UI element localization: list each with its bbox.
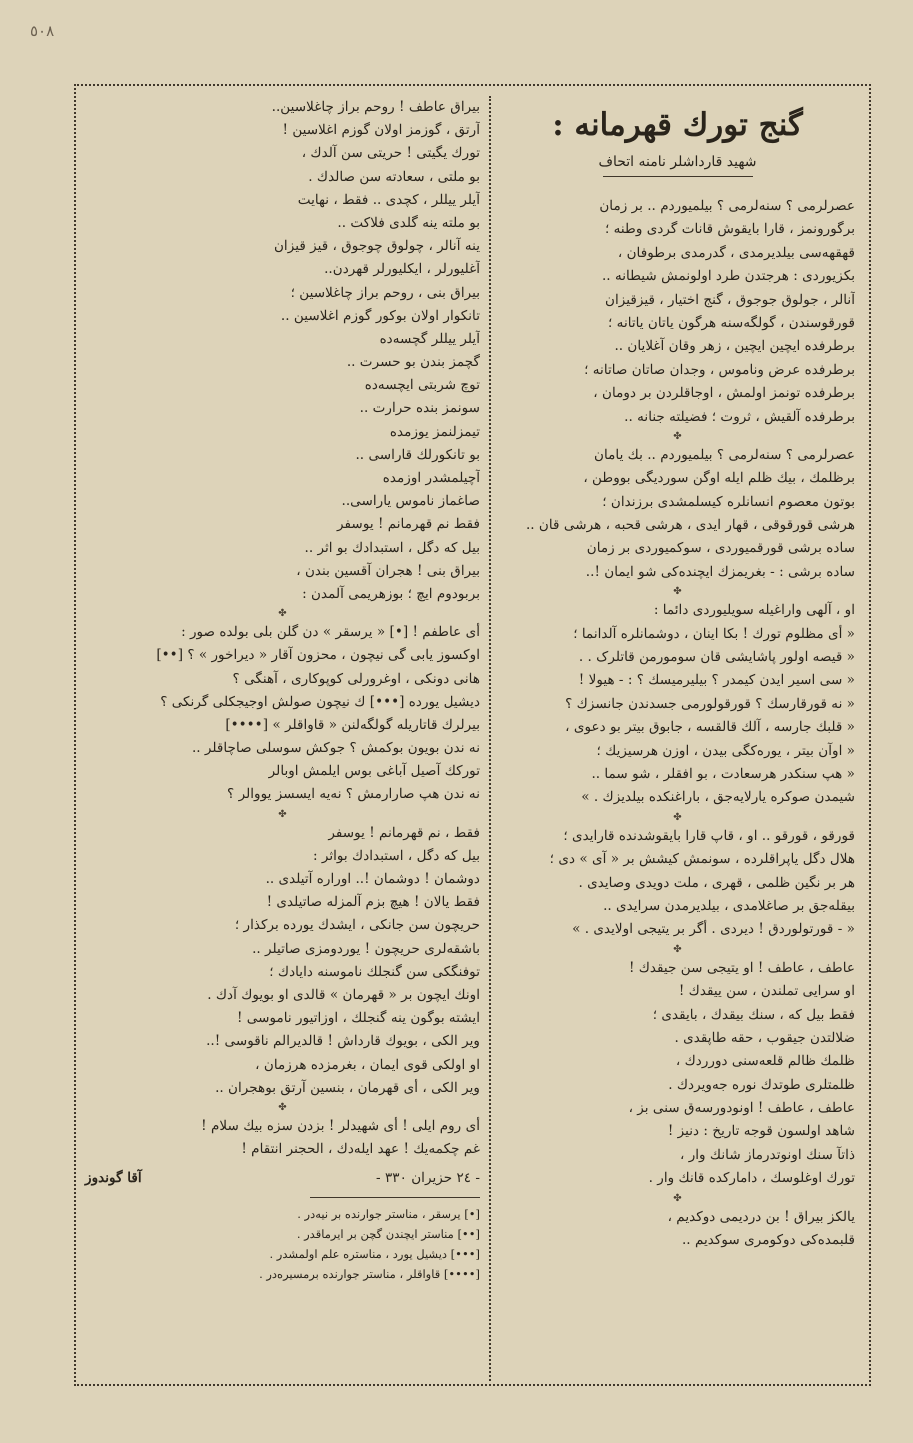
verse-line: بیقله‌جق بر صاغلامدی ، بیلدیرمدن سرایدی .. xyxy=(603,897,855,914)
verse-line: بو تانکورلك قاراسی .. xyxy=(355,446,480,463)
stanza-1 xyxy=(500,195,855,429)
verse-line: قورقوسندن ، گولگه‌سنه هرگون یاتان یاتانه ؛ xyxy=(608,314,855,331)
verse-line: فقط بیل که ، سنك بیقدك ، بایقدی ؛ xyxy=(652,1006,855,1023)
verse-line: ساده برشی قورقمیوردی ، سوکمیوردی بر زمان xyxy=(586,540,855,557)
verse-line: گچمز بندن بو حسرت .. xyxy=(346,354,480,371)
poem-part1 xyxy=(85,96,480,606)
verse-line: بیل که دگل ، استبدادك بو اثر .. xyxy=(304,539,480,556)
verse-line: برطرفده تونمز اولمش ، اوجاقلردن بر دومان ، xyxy=(593,385,855,402)
verse-line: آیلر ییللر گچسه‌ده xyxy=(379,330,480,347)
section-ornament-icon: ✤ xyxy=(278,808,287,820)
verse-line: قورقو ، قورقو .. او ، قاپ قارا بایقوشدنده قارایدی ؛ xyxy=(563,827,855,844)
verse-line: صاغماز ناموس یاراسی.. xyxy=(341,493,480,510)
verse-line: ذاتآ سنك اونوتدرماز شانك وار ، xyxy=(680,1146,855,1163)
date-line: - ۲٤ حزیران ۳۳۰ - xyxy=(376,1170,480,1187)
stanza-2 xyxy=(500,444,855,584)
verse-line: بیل که دگل ، استبدادك بواثر : xyxy=(312,847,480,864)
section-ornament-icon: ✤ xyxy=(673,811,682,823)
author-signature: آقا گوندوز xyxy=(85,1170,142,1187)
verse-line: ظلمتلری طوتدك نوره جه‌ویردك . xyxy=(668,1076,855,1093)
verse-line: آغلیورلر ، ایکلیورلر قهردن.. xyxy=(324,261,480,278)
verse-line: بو ملتی ، سعادته سن صالدك . xyxy=(308,168,480,185)
verse-line: برگورونمز ، قارا بایقوش قانات گردی وطنه ؛ xyxy=(605,221,855,238)
footnote: [•] یرسقر ، مناستر جوارنده بر نیه‌در . xyxy=(297,1207,480,1222)
verse-line: هلال دگل یاپراقلرده ، سونمش کیشش بر « آی » دی ؛ xyxy=(549,851,855,868)
verse-line: ساده برشی : - بغریمزك ایچنده‌کی شو ایمان !.. xyxy=(585,563,855,580)
verse-line: ظلمك ظالم قلعه‌سنی دورردك ، xyxy=(675,1053,855,1070)
footnotes xyxy=(85,1204,480,1284)
footnote: [•••] دیشیل یورد ، مناستره علم اولمشدر . xyxy=(269,1247,480,1262)
section-ornament-icon: ✤ xyxy=(673,1192,682,1204)
verse-line: عصرلرمی ؟ سنه‌لرمی ؟ بیلمیوردم .. بر زمان xyxy=(599,198,855,214)
verse-line: تورکك آصیل آباغی بوس ایلمش اوبالر xyxy=(268,763,480,780)
verse-line: اونك ایچون بر « قهرمان » قالدی او بویوك آدك . xyxy=(207,986,480,1003)
signature-row xyxy=(85,1165,480,1191)
verse-line: برطرفده ایچین ایچین ، زهر وقان آغلایان .. xyxy=(614,338,855,355)
verse-line: بیرلرك قاتاریله گولگه‌لنن « قاواقلر » [••••] xyxy=(225,716,480,733)
verse-line: « سی اسیر ایدن کیمدر ؟ بیلیرمیسك ؟ : - هیولا ! xyxy=(578,672,855,689)
verse-line: بو ملته ینه گلدی فلاکت .. xyxy=(337,214,480,231)
verse-line: ویر الکی ، أی قهرمان ، بنسین آرتق بوهجران .. xyxy=(215,1079,480,1096)
footnote-rule xyxy=(310,1197,480,1198)
verse-line: فقط یالان ! هیچ بزم آلمزله صاتیلدی ! xyxy=(266,894,480,911)
verse-line: « قلبك جارسه ، آلك قالقسه ، جابوق بیتر بو دعوی ، xyxy=(565,719,855,736)
verse-line: بوتون معصوم انسانلره کیسلمشدی برزندان ؛ xyxy=(602,493,855,510)
verse-line: نه ندن هپ صارارمش ؟ نه‌یه ایسسز یووالر ؟ xyxy=(227,786,480,803)
column-divider xyxy=(489,96,491,1381)
section-ornament-icon: ✤ xyxy=(673,943,682,955)
verse-line: ایشته بوگون ینه گنجلك ، اوزاتیور ناموسی ! xyxy=(236,1010,480,1027)
verse-line: سونمز بنده حرارت .. xyxy=(359,400,480,417)
verse-line: او ، آلهی واراغیله سویلیوردی دائما : xyxy=(653,602,855,619)
verse-line: توفنگکی سن گنجلك ناموسنه دایادك ؛ xyxy=(269,963,480,980)
verse-line: « أی مظلوم تورك ! بکا اینان ، دوشمانلره آلدانما ؛ xyxy=(573,625,855,642)
verse-line: شیمدن صوکره یارلایه‌جق ، باراغنکده بیلدیزك . » xyxy=(581,789,855,806)
verse-line: عصرلرمی ؟ سنه‌لرمی ؟ بیلمیوردم .. بك یامان xyxy=(594,446,855,463)
poem-part3 xyxy=(85,822,480,1100)
verse-line: عاطف ، عاطف ! او یتیجی سن جیقدك ! xyxy=(628,959,855,976)
verse-line: حریچون سن جانکی ، ایشدك یورده برکذار ؛ xyxy=(234,917,480,934)
verse-line: آیلر ییللر ، کچدی .. فقط ، نهایت xyxy=(297,191,480,208)
verse-line: ینه آنالر ، چولوق چوجوق ، قیز قیزان xyxy=(273,238,480,255)
verse-line: آرتق ، گوزمز اولان گوزم اغلاسین ! xyxy=(282,122,480,139)
verse-line: شاهد اولسون قوجه تاریخ : دنیز ! xyxy=(667,1123,855,1140)
verse-line: عاطف ، عاطف ! اونودورسه‌ق سنی بز ، xyxy=(628,1100,855,1117)
verse-line: هر بر نگین ظلمی ، قهری ، ملت دویدی وصایدی . xyxy=(578,874,855,891)
right-column xyxy=(500,100,855,1252)
verse-line: غم چکمه‌یك ! عهد ایله‌دك ، الحجنر انتقام ! xyxy=(241,1141,480,1158)
section-ornament-icon: ✤ xyxy=(278,608,287,620)
verse-line: برطرفده عرض وناموس ، وجدان صاتان صاتانه ؛ xyxy=(584,361,855,378)
verse-line: تورك یگیتی ! حریتی سن آلدك ، xyxy=(301,145,480,162)
stanza-6 xyxy=(500,1206,855,1253)
poem-title: گنج تورك قهرمانه : xyxy=(552,107,803,143)
left-column xyxy=(85,96,480,1284)
verse-line: بکزیوردی : هرجتدن طرد اولونمش شیطانه .. xyxy=(601,268,855,285)
verse-line: آچیلمشدر اوزمده xyxy=(382,470,480,486)
verse-line: او اولکی قوی ایمان ، بغرمزده هرزمان ، xyxy=(255,1056,480,1073)
verse-line: برظلمك ، بیك ظلم ایله اوگن سوردیگی بووطن ، xyxy=(583,470,855,487)
verse-line: « نه قورقارسك ؟ قورقولورمی جسدندن جانسزك ؟ xyxy=(565,695,855,712)
verse-line: بیراق بنی ! هجران آقسین بندن ، xyxy=(296,562,480,579)
verse-line: هانی دونکی ، اوغرورلی کوپوکاری ، آهنگی ؟ xyxy=(232,670,480,687)
verse-line: ضلالتدن جیقوب ، حقه طاپقدی . xyxy=(674,1029,855,1046)
verse-line: « اوآن بیتر ، یوره‌کگی بیدن ، اوزن هرسیزیك ؛ xyxy=(596,742,855,759)
footnote: [••] مناستر ایچندن گچن بر ایرماقدر . xyxy=(296,1227,480,1242)
verse-line: تورك اوغلوسك ، داماركده قانك وار . xyxy=(648,1170,855,1187)
verse-line: بیراق بنی ، روحم براز چاغلاسین ؛ xyxy=(290,284,480,301)
verse-line: ویر الکی ، بویوك قارداش ! قالدیرالم ناقوسی !.. xyxy=(206,1033,480,1050)
section-ornament-icon: ✤ xyxy=(673,586,682,598)
verse-line: قلبمده‌کی دوکومری سوکدیم .. xyxy=(681,1232,855,1249)
verse-line: باشقه‌لری حریچون ! یوردومزی صاتیلر .. xyxy=(252,940,480,957)
stanza-5 xyxy=(500,957,855,1191)
verse-line: دوشمان ! دوشمان !.. اوراره آتیلدی .. xyxy=(265,871,480,887)
poem-dedication: شهید قارداشلر نامنه اتحاف xyxy=(598,154,757,170)
closing-lines xyxy=(85,1115,480,1161)
verse-line: اوکسوز یابی گی نیچون ، محزون آقار « دیراخور » ؟ [••] xyxy=(156,647,480,664)
verse-line: « - قورتولوردق ! دیردی . أگر بر یتیجی اولایدی . » xyxy=(572,921,855,938)
verse-line: تیمزلنمز یوزمده xyxy=(389,423,480,440)
verse-line: « هپ سنکدر هرسعادت ، بو افقلر ، شو سما .. xyxy=(591,765,855,782)
verse-line: دیشیل یورده [•••] ك نیچون صولش اوجیجکلی گرنکی ؟ xyxy=(160,693,480,710)
verse-line: بربودوم ایچ ؛ بوزهریمی آلمدن : xyxy=(302,585,480,602)
poem-part2 xyxy=(85,621,480,807)
verse-line: قهقهه‌سی بیلدیرمدی ، گدرمدی برطوفان ، xyxy=(617,244,855,261)
verse-line: هرشی قورقوقی ، قهار ایدی ، هرشی قحبه ، هرشی قان .. xyxy=(525,517,855,534)
verse-line: « قیصه اولور پاشایشی قان سومورمن قاتلرک . . xyxy=(578,649,855,666)
verse-line: آنالر ، جولوق جوجوق ، گنج اختیار ، قیزقیزان xyxy=(604,291,855,308)
page-number: ٥٠٨ xyxy=(30,22,55,40)
stanza-3 xyxy=(500,599,855,810)
verse-line: نه ندن بویون بوکمش ؟ جوکش سوسلی صاچاقلر .. xyxy=(191,740,480,757)
verse-line: فقط نم قهرمانم ! یوسفر xyxy=(337,516,480,533)
section-ornament-icon: ✤ xyxy=(673,430,682,442)
footnote: [••••] قاواقلر ، مناستر جوارنده برمسیره‌در . xyxy=(259,1267,480,1282)
verse-line: بیراق عاطف ! روحم براز چاغلاسین.. xyxy=(271,99,480,115)
section-ornament-icon: ✤ xyxy=(278,1101,287,1113)
verse-line: برطرفده آلقیش ، ثروت ؛ فضیلته جنانه .. xyxy=(624,408,855,425)
verse-line: یالکز بیراق ! بن دردیمی دوکدیم ، xyxy=(667,1208,855,1225)
verse-line: توچ شربتی ایچسه‌ده xyxy=(364,377,480,394)
verse-line: فقط ، نم قهرمانم ! یوسفر xyxy=(328,824,480,841)
verse-line: أی عاطفم ! [•] « یرسقر » دن گلن بلی بولده صور : xyxy=(181,624,480,641)
verse-line: او سرایی تملندن ، سن ییقدك ! xyxy=(678,983,855,1000)
stanza-4 xyxy=(500,825,855,942)
verse-line: تانکوار اولان بوکور گوزم اغلاسین .. xyxy=(280,307,480,324)
title-underline xyxy=(603,176,753,177)
verse-line: أی روم ایلی ! أی شهیدلر ! بزدن سزه بیك سلام ! xyxy=(201,1117,480,1134)
